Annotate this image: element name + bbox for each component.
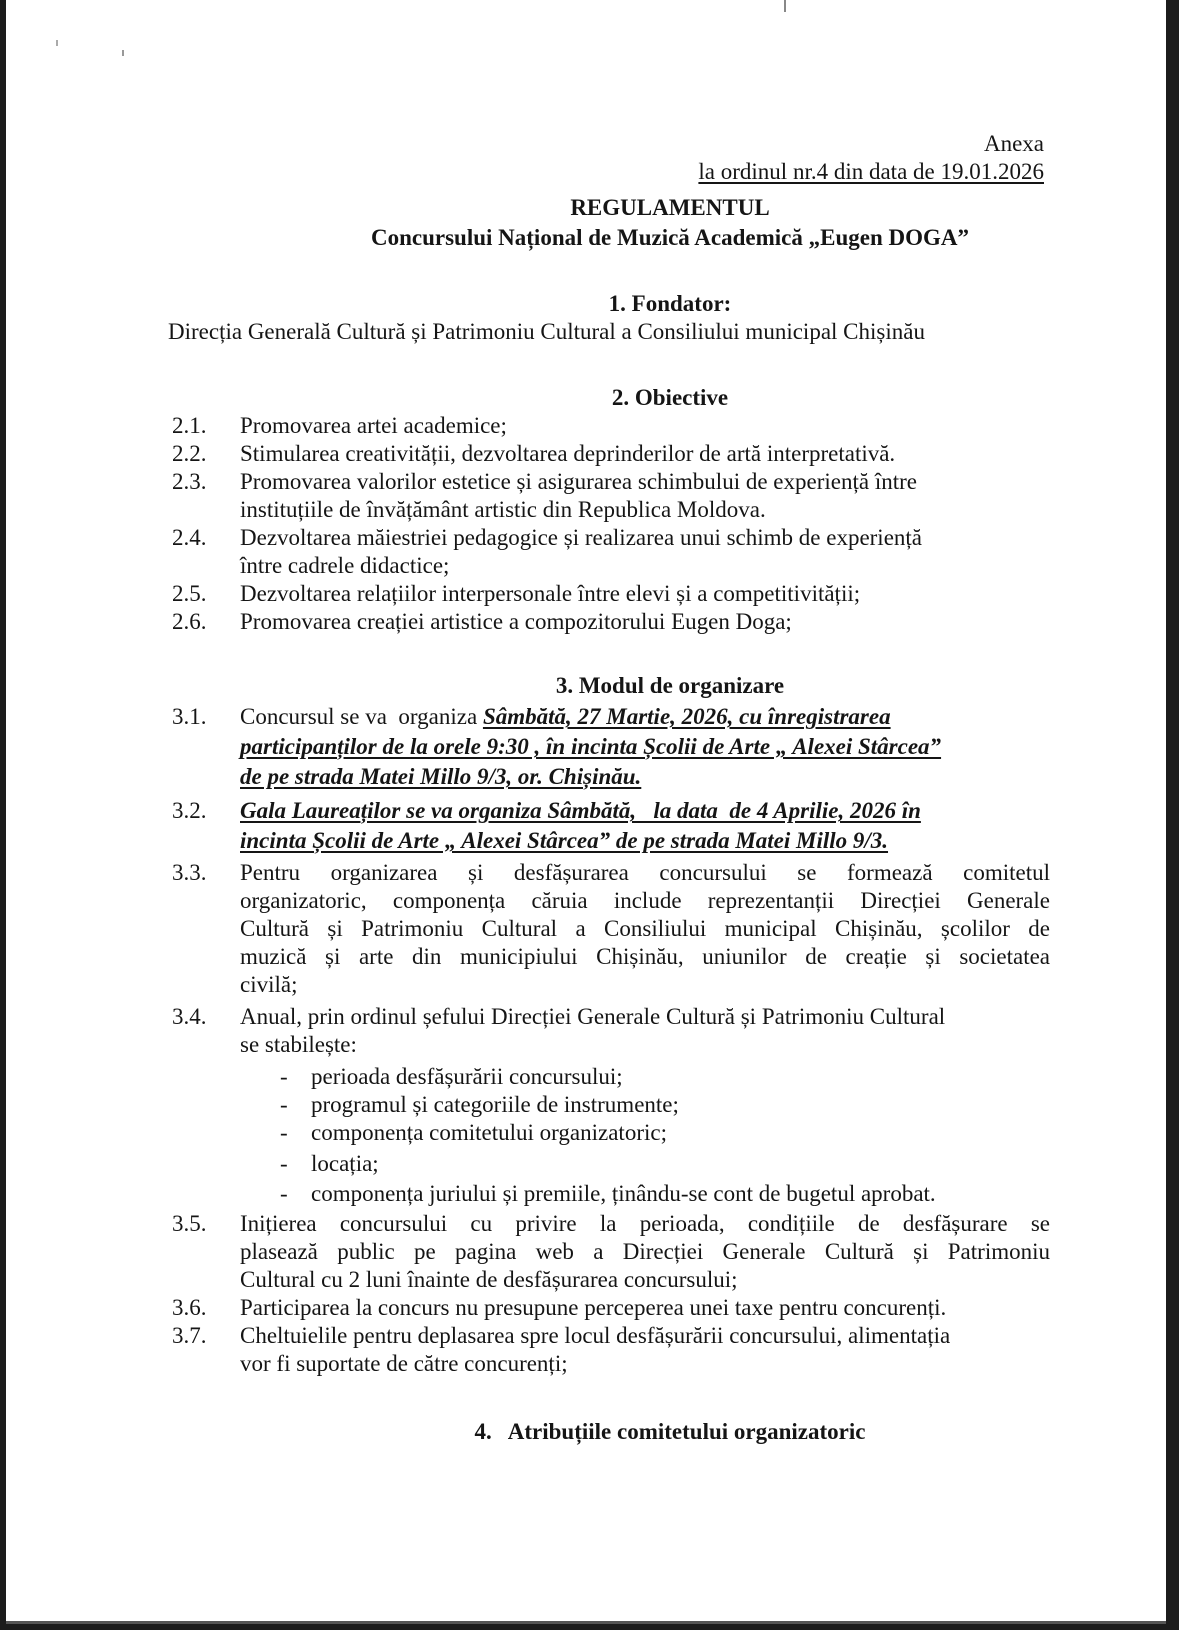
item-number: 3.7. (172, 1323, 207, 1348)
item-number: 2.6. (172, 609, 207, 634)
item-number: 2.4. (172, 525, 207, 550)
bullet-text: programul și categoriile de instrumente; (311, 1092, 679, 1117)
item-number: 3.2. (172, 798, 207, 823)
section-heading-organization: 3. Modul de organizare (555, 673, 785, 698)
item-text: Cultură și Patrimoniu Cultural a Consiliului municipal Chișinău, școlilor de (240, 916, 1050, 941)
dash-bullet-icon: - (280, 1092, 288, 1117)
item-number: 3.6. (172, 1295, 207, 1320)
item-number: 2.3. (172, 469, 207, 494)
item-text: Concursul se va organiza (240, 704, 483, 729)
section-heading-objectives: 2. Obiective (611, 385, 729, 410)
item-text: Dezvoltarea relațiilor interpersonale între elevi și a competitivității; (240, 581, 861, 606)
item-number: 2.5. (172, 581, 207, 606)
event-date-text: Sâmbătă, 27 Martie, 2026, cu înregistrarea (482, 704, 891, 729)
item-text: Promovarea creației artistice a compozitorului Eugen Doga; (240, 609, 792, 634)
item-text: Stimularea creativității, dezvoltarea deprinderilor de artă interpretativă. (240, 441, 896, 466)
item-text: Promovarea artei academice; (240, 413, 507, 438)
item-number: 2.2. (172, 441, 207, 466)
document-body (6, 0, 1166, 1621)
section-heading-founder: 1. Fondator: (608, 291, 732, 316)
item-text: instituțiile de învățământ artistic din Republica Moldova. (240, 497, 766, 522)
item-text: Dezvoltarea măiestriei pedagogice și realizarea unui schimb de experiență (240, 525, 923, 550)
item-text: vor fi suportate de către concurenți; (240, 1351, 568, 1376)
bullet-text: componența juriului și premiile, ținându-se cont de bugetul aprobat. (311, 1181, 936, 1206)
item-text: organizatoric, componența căruia include reprezentanții Direcției Generale (240, 888, 1050, 913)
bullet-text: componența comitetului organizatoric; (311, 1120, 667, 1145)
item-text: Anual, prin ordinul șefului Direcției Generale Cultură și Patrimoniu Cultural (240, 1004, 946, 1029)
item-text: între cadrele didactice; (240, 553, 450, 578)
item-number: 3.1. (172, 704, 207, 729)
bullet-text: locația; (311, 1151, 379, 1176)
item-text: civilă; (240, 972, 298, 997)
bullet-text: perioada desfășurării concursului; (311, 1064, 623, 1089)
item-text-line (240, 703, 891, 731)
item-number: 3.4. (172, 1004, 207, 1029)
document-subtitle: Concursului Național de Muzică Academică „Eugen DOGA” (370, 225, 969, 250)
dash-bullet-icon: - (280, 1120, 288, 1145)
item-number: 2.1. (172, 413, 207, 438)
item-text: Participarea la concurs nu presupune perceperea unei taxe pentru concurenți. (240, 1295, 947, 1320)
dash-bullet-icon: - (280, 1151, 288, 1176)
section-heading-committee-duties: 4. Atribuțiile comitetului organizatoric (474, 1419, 866, 1444)
item-text: plasează public pe pagina web a Direcției Generale Cultură și Patrimoniu (240, 1239, 1050, 1264)
document-page (6, 0, 1166, 1624)
item-text: Cheltuielile pentru deplasarea spre locul desfășurării concursului, alimentația (240, 1323, 951, 1348)
order-reference: la ordinul nr.4 din data de 19.01.2026 (698, 159, 1044, 184)
item-text: Inițierea concursului cu privire la perioada, condițiile de desfășurare se (240, 1211, 1050, 1236)
document-title: REGULAMENTUL (570, 195, 770, 220)
item-text: Pentru organizarea și desfășurarea concursului se formează comitetul (240, 860, 1050, 885)
dash-bullet-icon: - (280, 1181, 288, 1206)
gala-location-text: incinta Școlii de Arte „ Alexei Stârcea” de pe strada Matei Millo 9/3. (240, 828, 889, 853)
event-address-text: de pe strada Matei Millo 9/3, or. Chișinău. (240, 764, 642, 789)
annex-label: Anexa (983, 131, 1044, 156)
item-text: se stabilește: (240, 1032, 357, 1057)
item-text: Promovarea valorilor estetice și asigurarea schimbului de experiență între (240, 469, 917, 494)
gala-date-text: Gala Laureaților se va organiza Sâmbătă, la data de 4 Aprilie, 2026 în (240, 798, 921, 823)
founder-text: Direcția Generală Cultură și Patrimoniu Cultural a Consiliului municipal Chișinău (168, 319, 925, 344)
item-number: 3.3. (172, 860, 207, 885)
dash-bullet-icon: - (280, 1064, 288, 1089)
item-text: muzică și arte din municipiului Chișinău, uniunilor de creație și societatea (240, 944, 1050, 969)
item-number: 3.5. (172, 1211, 207, 1236)
event-location-text: participanților de la orele 9:30 , în incinta Școlii de Arte „ Alexei Stârcea” (240, 734, 942, 759)
item-text: Cultural cu 2 luni înainte de desfășurarea concursului; (240, 1267, 738, 1292)
